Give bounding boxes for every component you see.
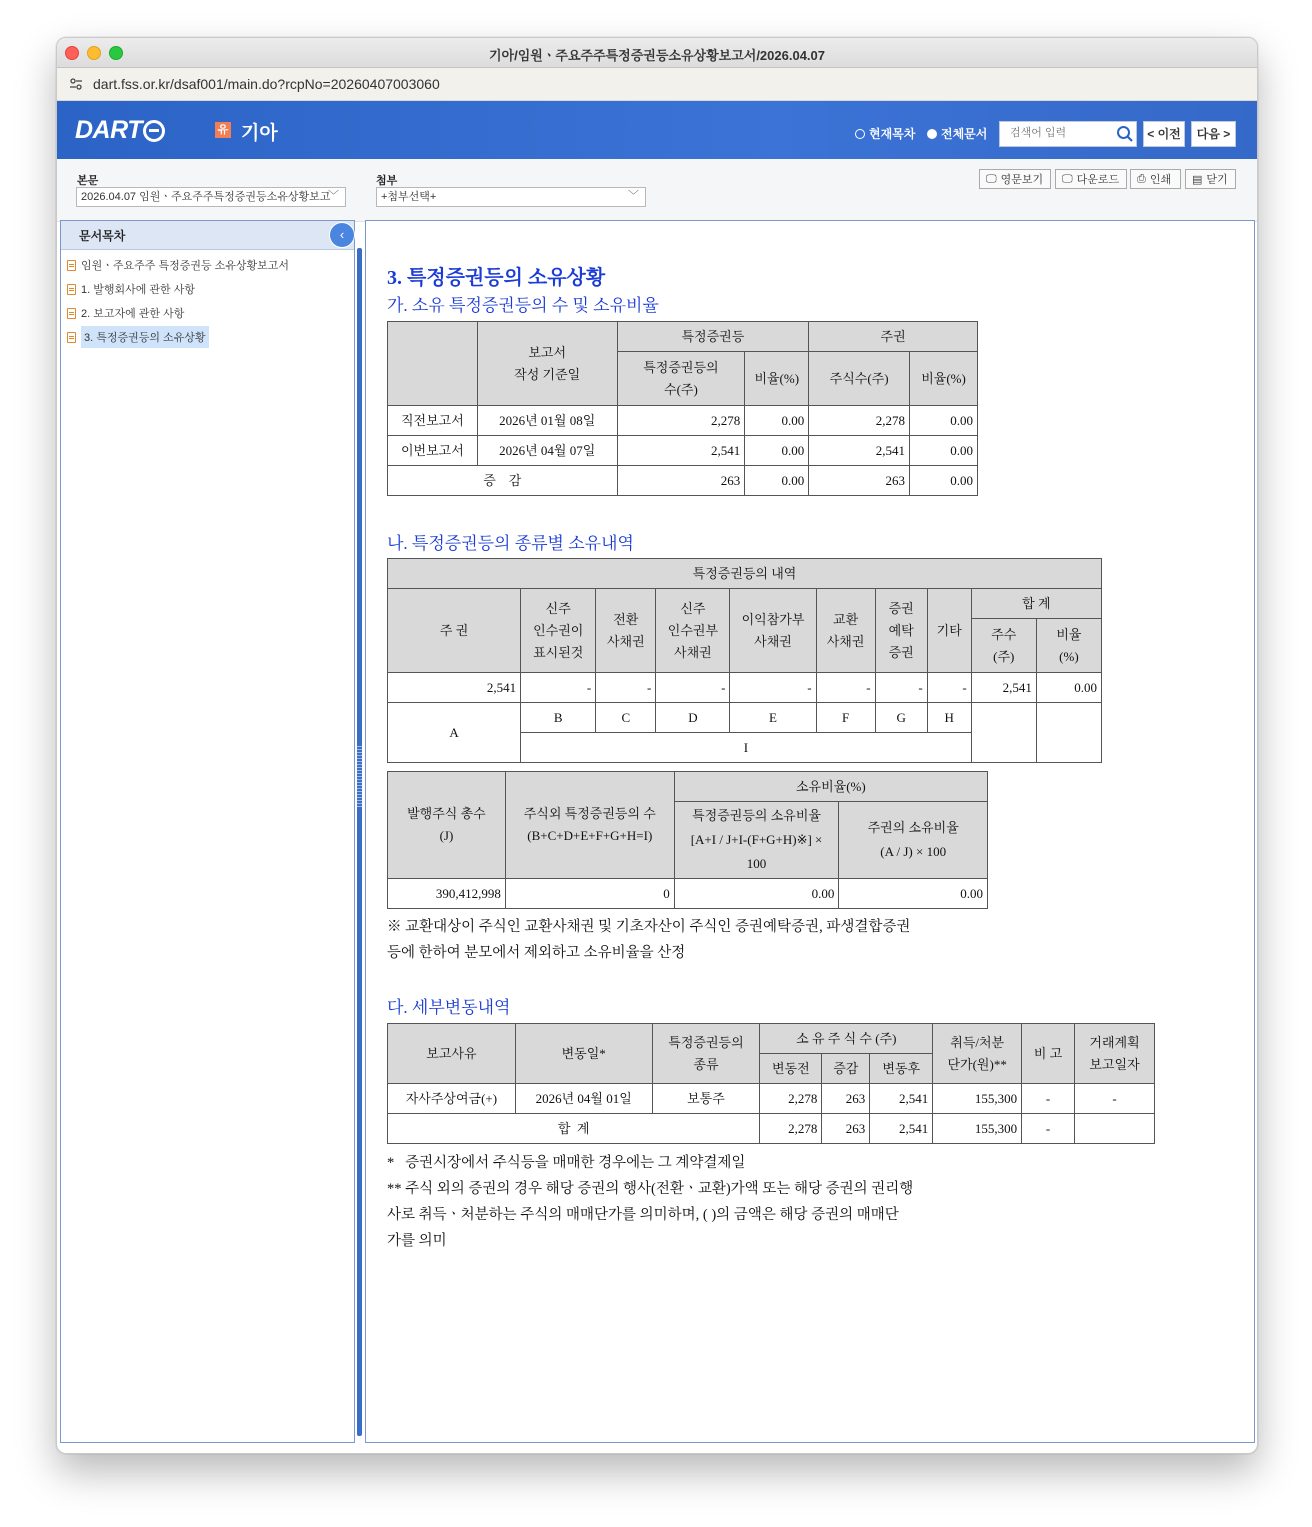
- document-content: [365, 220, 1255, 1443]
- search-icon[interactable]: [1116, 125, 1134, 143]
- section-title: 3. 특정증권등의 소유상황: [387, 267, 606, 289]
- toc-list: [61, 250, 354, 348]
- printer-icon: ⎙: [1137, 172, 1146, 185]
- ratio-table: 발행주식 총수 (J) 주식외 특정증권등의 수 (B+C+D+E+F+G+H=I) 소유비율(%) 특정증권등의 소유비율 [A+I / J+I-(F+G+H)※] × 100 주권의 소유비율 (A / J) × 100 390,412,998 0 0.00 0.00: [387, 771, 988, 909]
- table-row: I: [388, 733, 1102, 763]
- corp-name: 기아: [241, 123, 278, 144]
- footnote-2: ** 주식 외의 증권의 경우 해당 증권의 행사(전환ㆍ교환)가액 또는 해당 증권의 권리행 사로 취득ㆍ처분하는 주식의 매매단가를 의미하며, ( )의 금액은 해당 증권의 매매단 가를 의미: [387, 1181, 914, 1249]
- table-row: 합 계 2,278 263 2,541 155,300 -: [388, 1114, 1155, 1144]
- english-view-button[interactable]: 🖵 영문보기: [979, 169, 1051, 189]
- monitor-icon: 🖵: [986, 172, 997, 185]
- attach-select[interactable]: +첨부선택+ ﹀: [376, 187, 646, 207]
- ratio-footnote: ※ 교환대상이 주식인 교환사채권 및 기초자산이 주식인 증권예탁증권, 파생결합증권 등에 한하여 분모에서 제외하고 소유비율을 산정: [387, 919, 911, 961]
- document-icon: [67, 284, 76, 295]
- prev-button[interactable]: < 이전: [1143, 121, 1185, 147]
- attach-label: 첨부: [376, 175, 398, 187]
- subsection-c-title: 다. 세부변동내역: [387, 998, 511, 1017]
- radio-selected-icon: [927, 129, 937, 139]
- close-button[interactable]: ▤ 닫기: [1185, 169, 1236, 189]
- table-row: 390,412,998 0 0.00 0.00: [388, 879, 988, 909]
- search-input[interactable]: [1008, 126, 1112, 140]
- download-button[interactable]: 🖵 다운로드: [1055, 169, 1127, 189]
- dart-logo-mark-icon: [143, 120, 165, 142]
- radio-all-docs[interactable]: 전체문서: [927, 125, 987, 142]
- toc-sidebar: [60, 220, 355, 1443]
- document-toolbar: [57, 159, 1257, 222]
- holdings-table: 보고서 작성 기준일 특정증권등 주권 특정증권등의 수(주) 비율(%) 주식수(주) 비율(%) 직전보고서 2026년 01월 08일 2,278 0.00 2,278 0.00 이번보고서 2026년 04월 07일 2,541 0.00 2,541 0.00 증 감 263 0.00 263 0.00: [387, 321, 978, 496]
- url-text[interactable]: dart.fss.or.kr/dsaf001/main.do?rcpNo=20260407003060: [93, 76, 440, 92]
- toc-title: 문서목차: [79, 229, 126, 243]
- dart-logo[interactable]: DART: [75, 116, 165, 145]
- collapse-sidebar-button[interactable]: ‹: [329, 222, 355, 248]
- splitter-bar[interactable]: [357, 248, 362, 1436]
- document-icon: [67, 308, 76, 319]
- window-title: 기아/임원ㆍ주요주주특정증권등소유상황보고서/2026.04.07: [488, 48, 825, 63]
- address-bar[interactable]: [57, 68, 1257, 101]
- search-box: [999, 121, 1137, 147]
- radio-current-toc[interactable]: 현재목차: [855, 125, 915, 142]
- close-doc-icon: ▤: [1192, 173, 1203, 186]
- table-row: 이번보고서 2026년 04월 07일 2,541 0.00 2,541 0.00: [388, 436, 978, 466]
- radio-icon: [855, 129, 865, 139]
- site-settings-icon[interactable]: [69, 77, 83, 91]
- table-row: A B C D E F G H: [388, 703, 1102, 733]
- title-bar: [57, 38, 1257, 68]
- document-icon: [67, 332, 76, 343]
- subsection-b-title: 나. 특정증권등의 종류별 소유내역: [387, 534, 634, 553]
- main-doc-select[interactable]: 2026.04.07 임원ㆍ주요주주특정증권등소유상황보고 ﹀: [76, 187, 346, 207]
- changes-table: 보고사유 변동일* 특정증권등의 종류 소 유 주 식 수 (주) 취득/처분 단가(원)** 비 고 거래계획 보고일자 변동전 증감 변동후 자사주상여금(+) 2026년 04월 01일 보통주 2,278 263 2,541 155,300 - - 합 계 2,278 263 2,541 155,300 -: [387, 1023, 1155, 1144]
- toc-item-issuer[interactable]: 1. 발행회사에 관한 사항: [67, 278, 354, 300]
- download-icon: 🖵: [1062, 172, 1073, 185]
- table-row: 자사주상여금(+) 2026년 04월 01일 보통주 2,278 263 2,541 155,300 - -: [388, 1084, 1155, 1114]
- table-row: 2,541 - - - - - - - 2,541 0.00: [388, 673, 1102, 703]
- chevron-down-icon: ﹀: [328, 190, 339, 202]
- dart-header: [57, 101, 1257, 159]
- chevron-down-icon: ﹀: [628, 190, 639, 202]
- main-doc-label: 본문: [77, 175, 99, 187]
- document-icon: [67, 260, 76, 271]
- splitter-grip[interactable]: [357, 746, 362, 808]
- types-table: 특정증권등의 내역 주 권 신주 인수권이 표시된것 전환 사채권 신주 인수권부 사채권 이익참가부 사채권 교환 사채권 증권 예탁 증권 기타 합 계 주수 (주) 비율 (%) 2,541 - - - - - - - 2,541 0.00 A B C D E F G H I: [387, 558, 1102, 763]
- table-row: 증 감 263 0.00 263 0.00: [388, 466, 978, 496]
- table-row: 직전보고서 2026년 01월 08일 2,278 0.00 2,278 0.00: [388, 406, 978, 436]
- toc-item-report[interactable]: 임원ㆍ주요주주 특정증권등 소유상황보고서: [67, 254, 354, 276]
- print-button[interactable]: ⎙ 인쇄: [1130, 169, 1181, 189]
- subsection-a-title: 가. 소유 특정증권등의 수 및 소유비율: [387, 296, 659, 315]
- next-button[interactable]: 다음 >: [1191, 121, 1236, 147]
- toc-header: [61, 221, 354, 250]
- footnote-1: * 증권시장에서 주식등을 매매한 경우에는 그 계약결제일: [387, 1155, 746, 1171]
- toc-item-reporter[interactable]: 2. 보고자에 관한 사항: [67, 302, 354, 324]
- corp-type-badge: 유: [215, 122, 231, 138]
- toc-item-holdings[interactable]: 3. 특정증권등의 소유상황: [67, 326, 354, 348]
- browser-window: [56, 37, 1258, 1454]
